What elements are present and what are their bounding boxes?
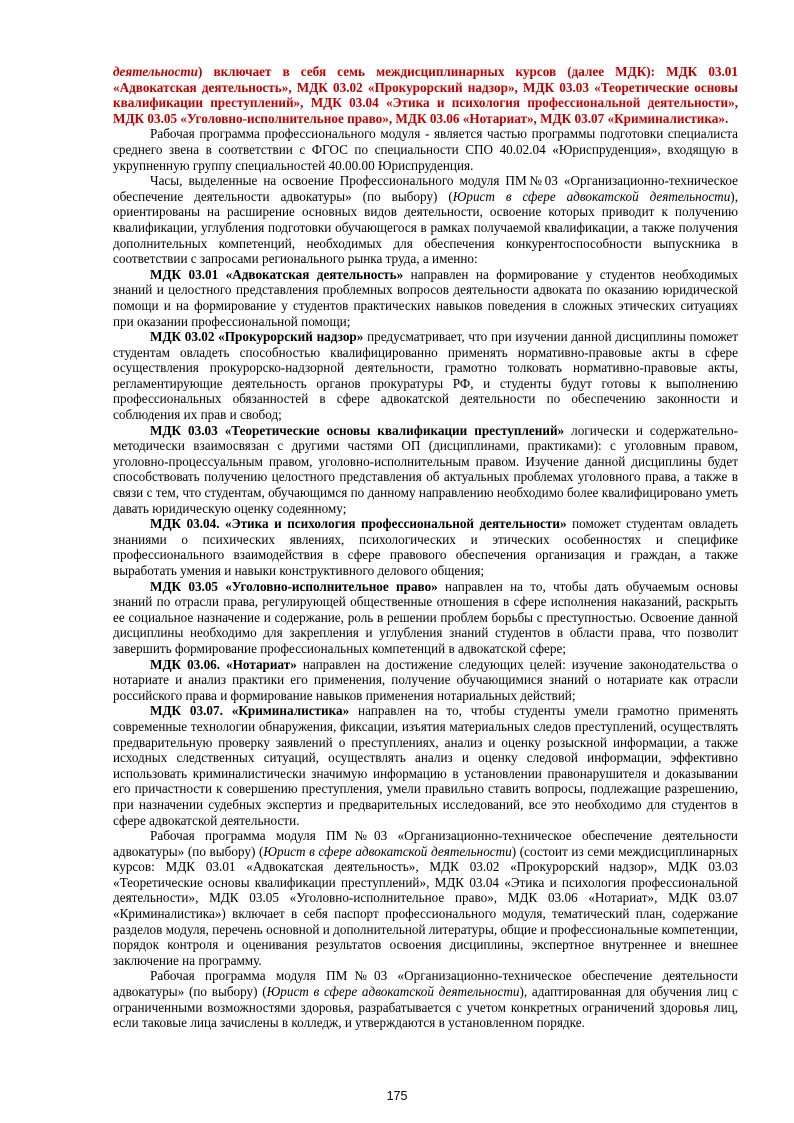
mdk-0302-paragraph xyxy=(113,329,738,423)
mdk-0304-text: поможет студентам овладеть знаниями о психических явлениях, психологических и этических особенностях и специфике профессионального взаимодействия в сфере правового обеспечения организация и граждан, а также выработать умения и навыки конструктивного делового общения; xyxy=(113,516,738,578)
mdk-0303-title: МДК 03.03 «Теоретические основы квалификации преступлений» xyxy=(150,422,565,438)
mdk-0306-paragraph xyxy=(113,657,738,704)
paragraph-hours-text-a: Часы, выделенные на освоение Профессионального модуля ПМ№03 «Организационно-техническое обеспечение деятельности адвокатуры» (по выбору) ( xyxy=(113,173,738,204)
paragraph-adapted-italic: Юрист в сфере адвокатской деятельности xyxy=(266,984,520,1000)
mdk-0307-text: направлен на то, чтобы студенты умели грамотно применять современные технологии обнаружения, фиксации, изъятия материальных следов преступлений, осуществлять предварительную проверку заявлений о преступлениях, анализ и оценку розыскной информации, а также исходных следственных ситуаций, осуществлять анализ и оценку следовой информации, эффективно использовать криминалистически значимую информацию в установлении правонарушителя и доказывании его причастности к совершению преступления, умели правильно ставить вопросы, подлежащие разрешению, при назначении судебных экспертиз и предварительных исследований, все это необходимо для студентов в сфере адвокатской деятельности. xyxy=(113,703,739,828)
mdk-0303-paragraph xyxy=(113,423,738,517)
mdk-0306-text: направлен на достижение следующих целей: изучение законодательства о нотариате и анализ практики его применения, получение обучающимися знаний о нотариате как отрасли российского права и формирование навыков применения нотариальных действий; xyxy=(113,656,739,703)
paragraph-module-structure-text-b: ) (состоит из семи междисциплинарных курсов: МДК 03.01 «Адвокатская деятельность», МДК 03.02 «Прокурорский надзор», МДК 03.03 «Теоретические основы квалификации преступлений», МДК 03.04 «Этика и психология профессиональной деятельности», МДК 03.05 «Уголовно-исполнительное право», МДК 03.06 «Нотариат», МДК 03.07 «Криминалистика») включает в себя паспорт профессионального модуля, тематический план, содержание разделов модуля, перечень основной и дополнительной литературы, общие и профессиональные компетенции, порядок контроля и оценивания результатов освоения дисциплины, экспертное внутреннее и внешнее заключение на программу. xyxy=(113,843,738,968)
intro-text: ) включает в себя семь междисциплинарных курсов (далее МДК): МДК 03.01 «Адвокатская деятельность», МДК 03.02 «Прокурорский надзор», МДК 03.03 «Теоретические основы квалификации преступлений», МДК 03.04 «Этика и психология профессиональной деятельности», МДК 03.05 «Уголовно-исполнительное право», МДК 03.06 «Нотариат», МДК 03.07 «Криминалистика». xyxy=(113,64,738,126)
intro-paragraph xyxy=(113,64,738,126)
intro-italic: деятельности xyxy=(113,64,198,79)
mdk-0302-text: предусматривает, что при изучении данной дисциплины поможет студентам овладеть способностью квалифицированно применять нормативно-правовые акты в сфере осуществления прокурорско-надзорной деятельности, грамотно толковать нормативно-правовые акты, регламентирующие деятельность органов прокуратуры РФ, и студенты будут готовы к выполнению профессиональных обязанностей в сфере адвокатской деятельности по обеспечению законности и соблюдения их прав и свобод; xyxy=(113,329,738,423)
paragraph-module-structure-text-a: Рабочая программа модуля ПМ№03 «Организационно-техническое обеспечение деятельности адвокатуры» (по выбору) ( xyxy=(113,828,738,859)
mdk-0303-text: логически и содержательно-методически взаимосвязан с другими частями ОП (дисциплинами, практиками): с уголовным правом, уголовно-процессуальным правом, уголовно-исполнительным правом. Изучение данной дисциплины будет способствовать получению целостного представления об актуальных проблемах уголовного права, а также в связи с тем, что студентам, обучающимся по данному направлению необходимо более квалифицировано уметь давать юридическую оценку содеянному; xyxy=(113,422,738,516)
mdk-0307-paragraph xyxy=(113,703,738,828)
mdk-0304-paragraph xyxy=(113,516,738,578)
mdk-0305-text: направлен на то, чтобы дать обучаемым основы знаний по отрасли права, регулирующей общественные отношения в сфере исполнения наказаний, раскрыть ее социальное назначение и содержание, роль в решении проблем борьбы с преступностью. Освоение данной дисциплины необходимо для закрепления и углубления знаний студентов в области права, что позволит завершить формирование профессиональных компетенций в адвокатской сфере; xyxy=(113,578,739,656)
paragraph-adapted-text-a: Рабочая программа модуля ПМ№03 «Организационно-техническое обеспечение деятельности адвокатуры» (по выбору) ( xyxy=(113,968,738,1000)
mdk-0301-title: МДК 03.01 «Адвокатская деятельность» xyxy=(150,266,404,282)
mdk-0305-paragraph xyxy=(113,579,738,657)
page-number: 175 xyxy=(386,1089,408,1103)
mdk-0301-paragraph xyxy=(113,267,738,329)
mdk-0304-title: МДК 03.04. «Этика и психология профессиональной деятельности» xyxy=(150,516,567,532)
mdk-0301-text: направлен на формирование у студентов необходимых знаний и целостного представления проблемных вопросов деятельности адвоката по оказанию юридической помощи и на формирование у студентов практических навыков поведения в сложных этических ситуациях при оказании профессиональной помощи; xyxy=(113,266,739,329)
paragraph-program-part: Рабочая программа профессионального модуля - является частью программы подготовки специалиста среднего звена в соответствии с ФГОС по специальности СПО 40.02.04 «Юриспруденция», входящую в укрупненную группу специальностей 40.00.00 Юриспруденция. xyxy=(113,126,738,173)
mdk-0302-title: МДК 03.02 «Прокурорский надзор» xyxy=(150,329,364,345)
paragraph-hours-italic: Юрист в сфере адвокатской деятельности xyxy=(452,188,731,204)
mdk-0306-title: МДК 03.06. «Нотариат» xyxy=(150,656,297,672)
paragraph-hours xyxy=(113,173,738,267)
paragraph-module-structure xyxy=(113,828,738,968)
mdk-0307-title: МДК 03.07. «Криминалистика» xyxy=(150,703,350,719)
document-page xyxy=(113,64,738,1031)
paragraph-adapted-program xyxy=(113,968,738,1030)
mdk-0305-title: МДК 03.05 «Уголовно-исполнительное право» xyxy=(150,578,438,594)
paragraph-module-structure-italic: Юрист в сфере адвокатской деятельности xyxy=(263,843,512,859)
paragraph-adapted-text-b: ), адаптированная для обучения лиц с ограниченными возможностями здоровья, разрабатывается с учетом конкретных ограничений здоровья лиц, если таковые лица зачислены в колледж, и утверждаются в установленном порядке. xyxy=(113,984,738,1031)
paragraph-hours-text-b: ), ориентированы на расширение основных видов деятельности, освоение которых приводит к получению квалификации, углубления подготовки обучающегося в рамках получаемой квалификации, а также получения дополнительных компетенций, необходимых для обеспечения конкурентоспособности выпускника в соответствии с запросами регионального рынка труда, а именно: xyxy=(113,188,738,267)
